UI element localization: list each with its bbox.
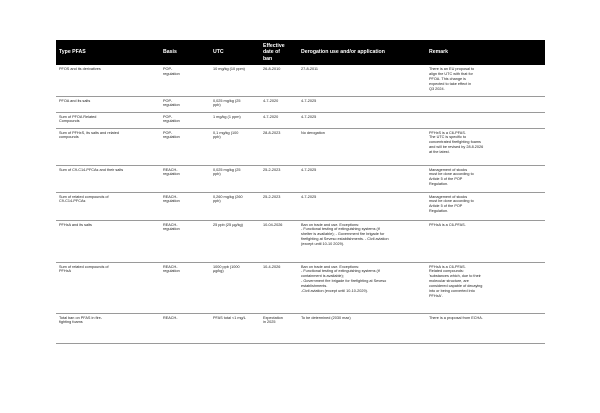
cell-text: ppb) bbox=[213, 172, 221, 177]
header-effective-date bbox=[260, 40, 298, 65]
table-row bbox=[56, 220, 545, 262]
cell-text: REACH- bbox=[163, 222, 178, 227]
table-row bbox=[56, 128, 545, 165]
cell-basis bbox=[160, 128, 210, 165]
cell-text: REACH- bbox=[163, 167, 178, 172]
cell-text: PFHxA is a C6-PFAS. bbox=[429, 222, 466, 227]
cell-derogation bbox=[298, 112, 426, 128]
cell-text: 10-04-2026 bbox=[263, 222, 283, 227]
cell-text: 10-4-2026 bbox=[263, 264, 281, 269]
cell-remark bbox=[426, 96, 545, 112]
cell-basis bbox=[160, 220, 210, 262]
cell-utc bbox=[210, 313, 260, 343]
cell-text: To be determined (2030 max) bbox=[301, 315, 351, 320]
table-row bbox=[56, 96, 545, 112]
cell-derogation bbox=[298, 262, 426, 313]
header-text: UTC bbox=[213, 49, 224, 56]
cell-basis bbox=[160, 192, 210, 220]
cell-text: 4-7-2025 bbox=[301, 98, 317, 103]
cell-text: POP- bbox=[163, 67, 173, 71]
header-text: Remark bbox=[429, 49, 449, 56]
cell-text: ppb) bbox=[213, 103, 221, 108]
cell-derogation bbox=[298, 220, 426, 262]
cell-text: PFHxA bbox=[59, 269, 72, 274]
cell-utc bbox=[210, 220, 260, 262]
cell-text: 4-7-2025 bbox=[301, 167, 317, 172]
cell-utc bbox=[210, 65, 260, 96]
cell-text: 0,025 mg/kg (25 bbox=[213, 98, 241, 103]
cell-text: Sum of C9-C14-PFCAs and their salts bbox=[59, 167, 124, 172]
cell-effective-date bbox=[260, 220, 298, 262]
cell-effective-date bbox=[260, 313, 298, 343]
cell-text: There is an EU proposal to bbox=[429, 67, 475, 71]
cell-text: Article 5 of the POP bbox=[429, 177, 463, 182]
cell-text: shelter is available); - Government fire brigade for bbox=[301, 232, 385, 237]
cell-text: in 2025 bbox=[263, 320, 276, 325]
cell-text: The UTC is specific to bbox=[429, 135, 467, 140]
cell-text: There is a proposal from ECHA. bbox=[429, 315, 483, 320]
header-text: Type PFAS bbox=[59, 49, 86, 56]
cell-text: considered capable of decaying bbox=[429, 284, 483, 289]
cell-text: - Government fire brigade for firefighting at Seveso bbox=[301, 279, 387, 284]
cell-remark bbox=[426, 128, 545, 165]
cell-text: 0,260 mg/kg (260 bbox=[213, 194, 243, 199]
cell-utc bbox=[210, 262, 260, 313]
cell-text: establishments. bbox=[301, 284, 328, 289]
table-row bbox=[56, 112, 545, 128]
cell-derogation bbox=[298, 165, 426, 192]
cell-text: Sum of related compounds of bbox=[59, 264, 109, 269]
cell-text: POP- bbox=[163, 130, 173, 135]
cell-remark bbox=[426, 192, 545, 220]
cell-text: 'substances which, due to their bbox=[429, 274, 481, 279]
cell-utc bbox=[210, 96, 260, 112]
header-type-pfas bbox=[56, 40, 160, 65]
cell-text: 10 mg/kg (10 ppm) bbox=[213, 67, 245, 71]
cell-text: PFOA and its salts bbox=[59, 98, 91, 103]
header-text: date of bbox=[263, 49, 281, 56]
cell-text: Ban on trade and use. Exceptions: bbox=[301, 222, 360, 227]
cell-remark bbox=[426, 220, 545, 262]
cell-text: Ban on trade and use. Exceptions: bbox=[301, 264, 360, 269]
cell-text: must be done according to bbox=[429, 172, 474, 177]
cell-text: must be done according to bbox=[429, 199, 474, 204]
table-row bbox=[56, 313, 545, 343]
cell-utc bbox=[210, 192, 260, 220]
cell-text: and will be revised by 28.8.2026 bbox=[429, 145, 484, 150]
cell-text: 4-7-2025 bbox=[301, 194, 317, 199]
cell-text: containment is available); bbox=[301, 274, 344, 279]
cell-remark bbox=[426, 65, 545, 96]
header-text: Effective bbox=[263, 43, 285, 50]
cell-text: firefighting at Seveso establishments. - Civil aviation bbox=[301, 237, 389, 242]
cell-text: Q3 2024. bbox=[429, 86, 445, 91]
table-body bbox=[56, 65, 545, 343]
cell-effective-date bbox=[260, 262, 298, 313]
cell-utc bbox=[210, 112, 260, 128]
cell-remark bbox=[426, 262, 545, 313]
cell-type-pfas bbox=[56, 192, 160, 220]
cell-text: Related compounds: bbox=[429, 269, 464, 274]
cell-text: 4-7-2025 bbox=[301, 114, 317, 119]
cell-text: 0,025 mg/kg (25 bbox=[213, 167, 241, 172]
cell-derogation bbox=[298, 65, 426, 96]
table-row bbox=[56, 65, 545, 96]
cell-text: into or being converted into bbox=[429, 289, 475, 294]
cell-text: 28-8-2023 bbox=[263, 130, 281, 135]
cell-utc bbox=[210, 128, 260, 165]
cell-text: No derogation bbox=[301, 130, 325, 135]
cell-text: regulation bbox=[163, 172, 180, 177]
cell-remark bbox=[426, 165, 545, 192]
header-basis bbox=[160, 40, 210, 65]
cell-text: ppb) bbox=[213, 135, 221, 140]
cell-text: Article 5 of the POP bbox=[429, 204, 463, 209]
cell-derogation bbox=[298, 96, 426, 112]
cell-text: Sum of related compounds of bbox=[59, 194, 109, 199]
cell-basis bbox=[160, 112, 210, 128]
cell-effective-date bbox=[260, 192, 298, 220]
cell-type-pfas bbox=[56, 128, 160, 165]
cell-text: REACH- bbox=[163, 264, 178, 269]
cell-type-pfas bbox=[56, 165, 160, 192]
table-header bbox=[56, 40, 545, 65]
cell-text: - Functional testing of extinguishing systems (if bbox=[301, 269, 380, 274]
cell-text: (except until 10-10 2029). bbox=[301, 242, 345, 247]
cell-text: PFHxA and its salts bbox=[59, 222, 92, 227]
cell-type-pfas bbox=[56, 220, 160, 262]
cell-text: ppb) bbox=[213, 199, 221, 204]
cell-text: 26-8-2010 bbox=[263, 67, 281, 71]
cell-text: regulation bbox=[163, 103, 180, 108]
cell-text: expected to take effect in bbox=[429, 81, 472, 86]
cell-text: Compounds bbox=[59, 119, 80, 124]
cell-text: POP- bbox=[163, 114, 173, 119]
cell-basis bbox=[160, 96, 210, 112]
cell-text: Total ban on PFAS in fire- bbox=[59, 315, 103, 320]
cell-type-pfas bbox=[56, 112, 160, 128]
header-remark bbox=[426, 40, 545, 65]
cell-text: regulation bbox=[163, 135, 180, 140]
cell-text: Sum of PFOA Related bbox=[59, 114, 97, 119]
cell-remark bbox=[426, 313, 545, 343]
cell-text: 1 mg/kg (1 ppm) bbox=[213, 114, 241, 119]
cell-text: Management of stocks bbox=[429, 194, 468, 199]
cell-text: Regulation. bbox=[429, 209, 449, 214]
cell-text: 0,1 mg/kg (100 bbox=[213, 130, 239, 135]
cell-text: PFHxS is a C6-PFAS. bbox=[429, 130, 466, 135]
cell-text: regulation bbox=[163, 269, 180, 274]
cell-text: 4-7-2020 bbox=[263, 98, 279, 103]
cell-type-pfas bbox=[56, 96, 160, 112]
cell-text: POP- bbox=[163, 98, 173, 103]
cell-text: 4-7-2020 bbox=[263, 114, 279, 119]
cell-text: Expectation bbox=[263, 315, 283, 320]
cell-text: - Functional testing of extinguishing systems (if bbox=[301, 227, 380, 232]
cell-effective-date bbox=[260, 165, 298, 192]
cell-effective-date bbox=[260, 128, 298, 165]
cell-derogation bbox=[298, 128, 426, 165]
cell-text: 25 ppb (25 µg/kg) bbox=[213, 222, 243, 227]
cell-text: 1000 ppb (1000 bbox=[213, 264, 240, 269]
cell-effective-date bbox=[260, 112, 298, 128]
cell-text: concentrated firefighting foams bbox=[429, 140, 481, 145]
cell-text: 25-2-2023 bbox=[263, 167, 281, 172]
cell-type-pfas bbox=[56, 262, 160, 313]
table-row bbox=[56, 192, 545, 220]
table-row bbox=[56, 165, 545, 192]
cell-text: Sum of PFHxS, its salts and related bbox=[59, 130, 119, 135]
cell-text: compounds bbox=[59, 135, 79, 140]
cell-text: regulation bbox=[163, 199, 180, 204]
cell-text: PFAS total <1 mg/L bbox=[213, 315, 246, 320]
header-derogation bbox=[298, 40, 426, 65]
cell-derogation bbox=[298, 192, 426, 220]
cell-utc bbox=[210, 165, 260, 192]
cell-derogation bbox=[298, 313, 426, 343]
header-text: Basis bbox=[163, 49, 177, 56]
cell-remark bbox=[426, 112, 545, 128]
cell-text: µg/kg) bbox=[213, 269, 224, 274]
cell-text: at the latest. bbox=[429, 150, 450, 155]
pfas-regulation-table bbox=[56, 40, 545, 344]
cell-basis bbox=[160, 65, 210, 96]
header-text: ban bbox=[263, 55, 273, 62]
cell-text: PFOA. This change is bbox=[429, 76, 466, 81]
cell-text: REACH- bbox=[163, 315, 178, 320]
cell-text: Regulation. bbox=[429, 182, 449, 187]
cell-text: regulation bbox=[163, 71, 180, 76]
cell-text: C9-C14-PFCAs bbox=[59, 199, 86, 204]
cell-text: molecular structure, are bbox=[429, 279, 469, 284]
pfas-regulation-table-container bbox=[56, 40, 545, 344]
cell-basis bbox=[160, 313, 210, 343]
cell-basis bbox=[160, 165, 210, 192]
cell-text: 27-8-2011 bbox=[301, 67, 319, 71]
cell-text: REACH- bbox=[163, 194, 178, 199]
cell-type-pfas bbox=[56, 65, 160, 96]
header-text: Derogation use and/or application bbox=[301, 49, 385, 56]
cell-text: fighting foams bbox=[59, 320, 83, 325]
table-row bbox=[56, 262, 545, 313]
cell-text: 25-2-2023 bbox=[263, 194, 281, 199]
cell-text: PFOS and its derivatives bbox=[59, 67, 101, 71]
header-utc bbox=[210, 40, 260, 65]
cell-text: regulation bbox=[163, 227, 180, 232]
cell-text: regulation bbox=[163, 119, 180, 124]
cell-text: align the UTC with that for bbox=[429, 71, 473, 76]
cell-type-pfas bbox=[56, 313, 160, 343]
cell-basis bbox=[160, 262, 210, 313]
cell-text: -Civil aviation (except until 10-10-2029). bbox=[301, 289, 368, 294]
cell-text: PFHxA is a C6-PFAS. bbox=[429, 264, 466, 269]
header-row bbox=[56, 40, 545, 65]
cell-effective-date bbox=[260, 96, 298, 112]
cell-effective-date bbox=[260, 65, 298, 96]
cell-text: PFHxA'. bbox=[429, 293, 443, 298]
cell-text: Management of stocks bbox=[429, 167, 468, 172]
